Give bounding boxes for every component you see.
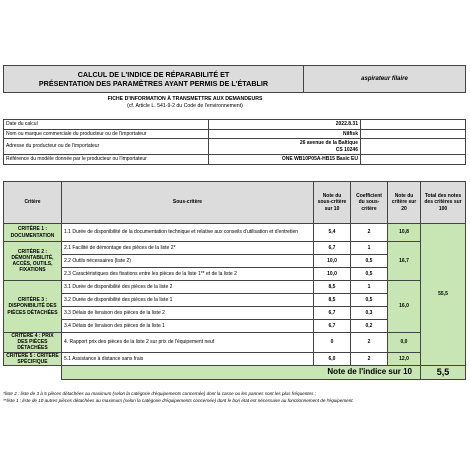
score10-3-2: 8,5	[314, 294, 351, 307]
score10-2-2: 10,0	[314, 255, 351, 268]
coef-4: 2	[351, 333, 388, 353]
table-row	[4, 352, 466, 365]
address-line-2: CS 10246	[335, 146, 358, 153]
final-score-value: 5,5	[421, 366, 466, 380]
col-header-criterion: Critère	[4, 182, 62, 224]
score20-4: 0,0	[388, 333, 421, 353]
col-header-score10: Note du sous-critère sur 10	[314, 182, 351, 224]
criterion-2: CRITÈRE 2 : DÉMONTABILITÉ, ACCÈS, OUTILS, FIXATIONS	[4, 242, 62, 281]
coef-3-4: 0,2	[351, 320, 388, 333]
score10-4: 0	[314, 333, 351, 353]
col-header-score20: Note du critère sur 20	[388, 182, 421, 224]
scoring-table	[3, 181, 466, 380]
coef-1-1: 2	[351, 224, 388, 242]
subcriterion-2-2: 2.2 Outils nécessaires (liste 2)	[62, 255, 314, 268]
table-row	[4, 281, 466, 294]
criterion-4: CRITÈRE 4 : PRIX DES PIÈCES DÉTACHÉES	[4, 333, 62, 353]
info-value-model: ONE WB10P05A-HB15 Basic EU	[209, 155, 361, 165]
subcriterion-3-1: 3.1 Durée de disponibilité des pièces de la liste 2	[62, 281, 314, 294]
subcriterion-5-1: 5.1 Assistance à distance sans frais	[62, 352, 314, 365]
info-empty-cell	[361, 139, 466, 155]
score10-1-1: 5,4	[314, 224, 351, 242]
criterion-3: CRITÈRE 3 : DISPONIBILITÉ DES PIÈCES DÉTACHÉES	[4, 281, 62, 333]
subcriterion-3-3: 3.3 Délais de livraison des pièces de la liste 2	[62, 307, 314, 320]
info-table	[3, 119, 466, 165]
info-label-address: Adresse du producteur ou de l'importateur	[4, 139, 209, 155]
score10-3-3: 6,7	[314, 307, 351, 320]
score20-5: 12,0	[388, 352, 421, 365]
info-label-brand: Nom ou marque commerciale du producteur ou de l'importateur	[4, 129, 209, 139]
criterion-5: CRITÈRE 5 : CRITÈRE SPÉCIFIQUE	[4, 352, 62, 365]
title-line-2: PRÉSENTATION DES PARAMÈTRES AYANT PERMIS DE L'ÉTABLIR	[38, 79, 269, 88]
info-label-date: Date du calcul	[4, 120, 209, 130]
info-label-model: Référence du modèle donnée par le producteur ou l'importateur	[4, 155, 209, 165]
footnote-list-1: **liste 1 : liste de 10 autres pièces détachées au maximum (selon la catégorie d'équipements concernée) dont le bon état est nécessaire au fonctionnement de l'équipement.	[3, 398, 354, 403]
coef-3-3: 0,3	[351, 307, 388, 320]
info-empty-cell	[361, 129, 466, 139]
coef-5-1: 2	[351, 352, 388, 365]
col-header-subcriterion: Sous-critère	[62, 182, 314, 224]
coef-2-3: 0,5	[351, 268, 388, 281]
score10-3-4: 6,7	[314, 320, 351, 333]
score20-3: 16,0	[388, 281, 421, 333]
title-line-1: CALCUL DE L'INDICE DE RÉPARABILITÉ ET	[77, 70, 230, 79]
subcriterion-1-1: 1.1 Durée de disponibilité de la documentation technique et relative aux conseils d'utilisation et d'entretien	[62, 224, 314, 242]
coef-2-1: 1	[351, 242, 388, 255]
footnotes	[3, 390, 468, 404]
col-header-coef: Coefficient du sous-critère	[351, 182, 388, 224]
score10-5-1: 6,0	[314, 352, 351, 365]
info-value-brand: Nilfisk	[209, 129, 361, 139]
coef-3-2: 0,5	[351, 294, 388, 307]
header-table	[3, 65, 466, 93]
info-empty-cell	[361, 155, 466, 165]
score10-2-3: 10,0	[314, 268, 351, 281]
table-row	[4, 224, 466, 242]
subcriterion-2-1: 2.1 Facilité de démontage des pièces de la liste 2*	[62, 242, 314, 255]
score20-1: 10,8	[388, 224, 421, 242]
score20-2: 16,7	[388, 242, 421, 281]
final-score-row	[4, 366, 466, 380]
subcriterion-4: 4. Rapport prix des pièces de la liste 2 sur prix de l'équipement neuf	[62, 333, 314, 353]
score10-2-1: 6,7	[314, 242, 351, 255]
table-row	[4, 333, 466, 353]
coef-2-2: 0,5	[351, 255, 388, 268]
final-score-label: Note de l'indice sur 10	[62, 366, 421, 380]
subtitle-line-2: (cf. Article L. 541-9-2 du Code de l'environnement)	[127, 103, 243, 109]
total-score: 55,5	[421, 224, 466, 366]
subtitle-line-1: FICHE D'INFORMATION À TRANSMETTRE AUX DEMANDEURS	[107, 96, 263, 102]
col-header-total: Total des notes des critères sur 100	[421, 182, 466, 224]
subcriterion-2-3: 2.3 Caractéristiques des fixations entre les pièces de la liste 1** et de la liste 2	[62, 268, 314, 281]
document-title	[4, 66, 304, 93]
table-row	[4, 242, 466, 255]
footnote-list-2: *liste 2 : liste de 3 à 5 pièces détachées au maximum (selon la catégorie d'équipements concernée) dont la casse ou les pannes sont les plus fréquentes ;	[3, 391, 316, 396]
subcriterion-3-4: 3.4 Délais de livraison des pièces de la liste 1	[62, 320, 314, 333]
info-empty-cell	[361, 120, 466, 130]
product-type: aspirateur filaire	[304, 66, 466, 93]
info-value-date: 2022.8.31	[209, 120, 361, 130]
criterion-1: CRITÈRE 1 : DOCUMENTATION	[4, 224, 62, 242]
info-value-address	[209, 139, 361, 155]
subtitle	[60, 96, 310, 110]
subcriterion-3-2: 3.2 Durée de disponibilité des pièces de la liste 1	[62, 294, 314, 307]
blank-cell	[4, 366, 62, 380]
address-line-1: 26 avenue de la Baltique	[299, 140, 358, 146]
score10-3-1: 8,5	[314, 281, 351, 294]
coef-3-1: 1	[351, 281, 388, 294]
